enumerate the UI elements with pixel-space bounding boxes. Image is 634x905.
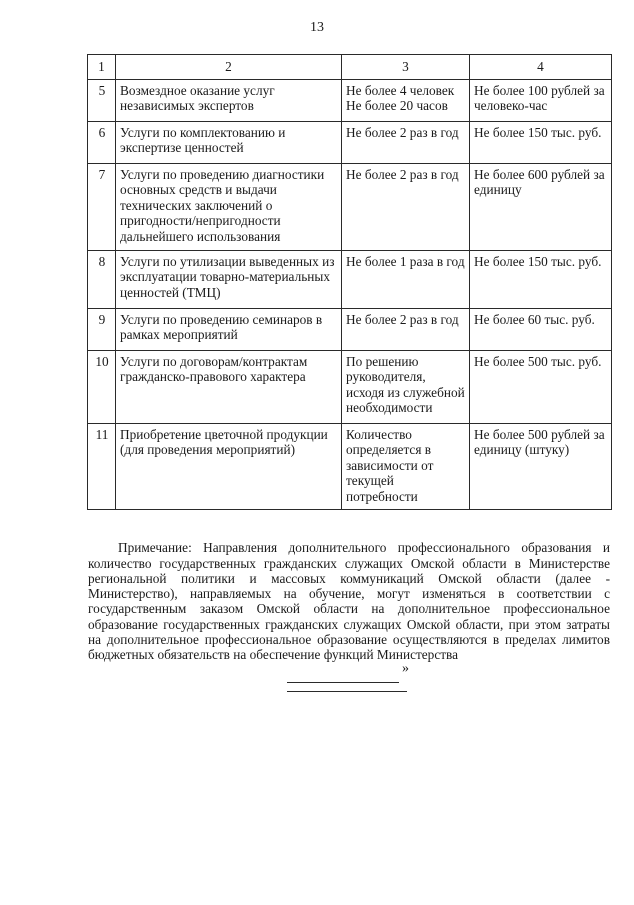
service-name: Возмездное оказание услуг независимых экспертов	[116, 79, 342, 121]
cost-limit: Не более 500 рублей за единицу (штуку)	[470, 423, 612, 509]
services-table	[87, 54, 612, 510]
row-number: 6	[88, 121, 116, 163]
quantity-limit: Не более 2 раз в год	[342, 163, 470, 250]
table-header-row	[88, 55, 612, 80]
cost-limit: Не более 150 тыс. руб.	[470, 121, 612, 163]
quantity-limit: Не более 4 человек Не более 20 часов	[342, 79, 470, 121]
cost-limit: Не более 100 рублей за человеко-час	[470, 79, 612, 121]
closing-quote: »	[402, 661, 409, 676]
quantity-limit: Не более 2 раз в год	[342, 121, 470, 163]
signature-line-bottom	[287, 691, 407, 692]
row-number: 5	[88, 79, 116, 121]
cost-limit: Не более 500 тыс. руб.	[470, 350, 612, 423]
table-row	[88, 79, 612, 121]
table-row	[88, 350, 612, 423]
row-number: 11	[88, 423, 116, 509]
header-col-2: 2	[116, 55, 342, 80]
row-number: 9	[88, 308, 116, 350]
table-row	[88, 250, 612, 308]
row-number: 10	[88, 350, 116, 423]
page-number: 13	[310, 20, 324, 35]
header-col-4: 4	[470, 55, 612, 80]
quantity-limit: По решению руководителя, исходя из служебной необходимости	[342, 350, 470, 423]
service-name: Услуги по проведению диагностики основных средств и выдачи технических заключений о пригодности/непригодности дальнейшего использования	[116, 163, 342, 250]
service-name: Услуги по проведению семинаров в рамках мероприятий	[116, 308, 342, 350]
header-col-1: 1	[88, 55, 116, 80]
service-name: Услуги по договорам/контрактам гражданско-правового характера	[116, 350, 342, 423]
row-number: 8	[88, 250, 116, 308]
table-row	[88, 423, 612, 509]
note-paragraph: Примечание: Направления дополнительного профессионального образования и количество государственных гражданских служащих Омской области в Министерстве региональной политики и массовых коммуникаций Омской области (далее - Министерство), направляемых на обучение, могут изменяться в соответствии с государственным заказом Омской области на дополнительное профессиональное образование государственных гражданских служащих Омской области, при этом затраты на дополнительное профессиональное образование осуществляются в пределах лимитов бюджетных обязательств на обеспечение функций Министерства	[88, 540, 610, 663]
quantity-limit: Количество определяется в зависимости от текущей потребности	[342, 423, 470, 509]
signature-line-top	[287, 682, 399, 683]
service-name: Услуги по утилизации выведенных из эксплуатации товарно-материальных ценностей (ТМЦ)	[116, 250, 342, 308]
quantity-limit: Не более 1 раза в год	[342, 250, 470, 308]
table-row	[88, 163, 612, 250]
table-row	[88, 121, 612, 163]
cost-limit: Не более 600 рублей за единицу	[470, 163, 612, 250]
quantity-limit: Не более 2 раз в год	[342, 308, 470, 350]
header-col-3: 3	[342, 55, 470, 80]
cost-limit: Не более 60 тыс. руб.	[470, 308, 612, 350]
table-row	[88, 308, 612, 350]
service-name: Услуги по комплектованию и экспертизе ценностей	[116, 121, 342, 163]
service-name: Приобретение цветочной продукции (для проведения мероприятий)	[116, 423, 342, 509]
row-number: 7	[88, 163, 116, 250]
cost-limit: Не более 150 тыс. руб.	[470, 250, 612, 308]
